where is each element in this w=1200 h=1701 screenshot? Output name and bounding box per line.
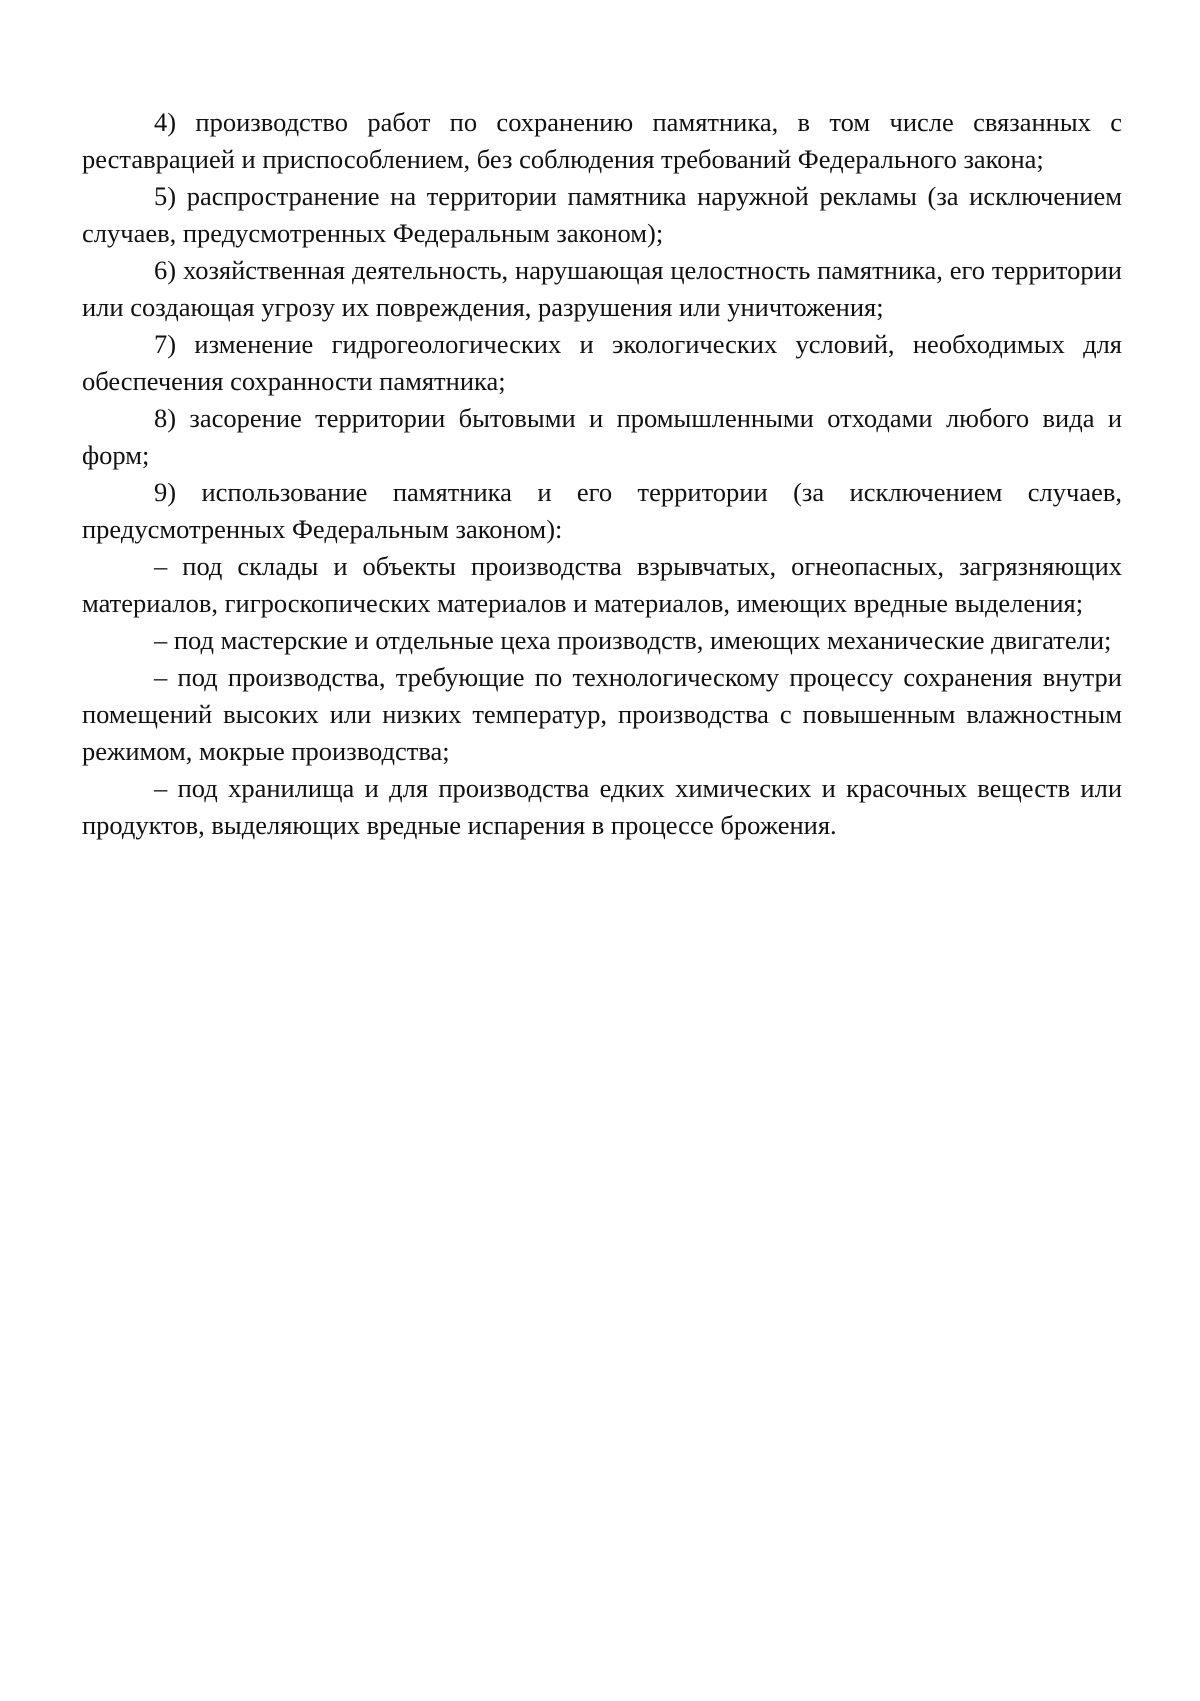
paragraph-item-9: 9) использование памятника и его территории (за исключением случаев, предусмотренных Федеральным законом): [82,477,1122,544]
paragraph-subitem-warehouses: – под склады и объекты производства взрывчатых, огнеопасных, загрязняющих материалов, гигроскопических материалов и материалов, имеющих вредные выделения; [82,551,1122,618]
paragraph-item-5: 5) распространение на территории памятника наружной рекламы (за исключением случаев, предусмотренных Федеральным законом); [82,181,1122,248]
document-body [82,104,1122,844]
paragraph-item-8: 8) засорение территории бытовыми и промышленными отходами любого вида и форм; [82,403,1122,470]
paragraph-item-7: 7) изменение гидрогеологических и экологических условий, необходимых для обеспечения сохранности памятника; [82,329,1122,396]
paragraph-subitem-workshops: – под мастерские и отдельные цеха производств, имеющих механические двигатели; [154,625,1112,655]
paragraph-item-6: 6) хозяйственная деятельность, нарушающая целостность памятника, его территории или создающая угрозу их повреждения, разрушения или уничтожения; [82,255,1122,322]
paragraph-item-4: 4) производство работ по сохранению памятника, в том числе связанных с реставрацией и приспособлением, без соблюдения требований Федерального закона; [82,107,1122,174]
paragraph-subitem-storage: – под хранилища и для производства едких химических и красочных веществ или продуктов, выделяющих вредные испарения в процессе брожения. [82,773,1122,840]
paragraph-subitem-temperature: – под производства, требующие по технологическому процессу сохранения внутри помещений высоких или низких температур, производства с повышенным влажностным режимом, мокрые производства; [82,662,1122,766]
